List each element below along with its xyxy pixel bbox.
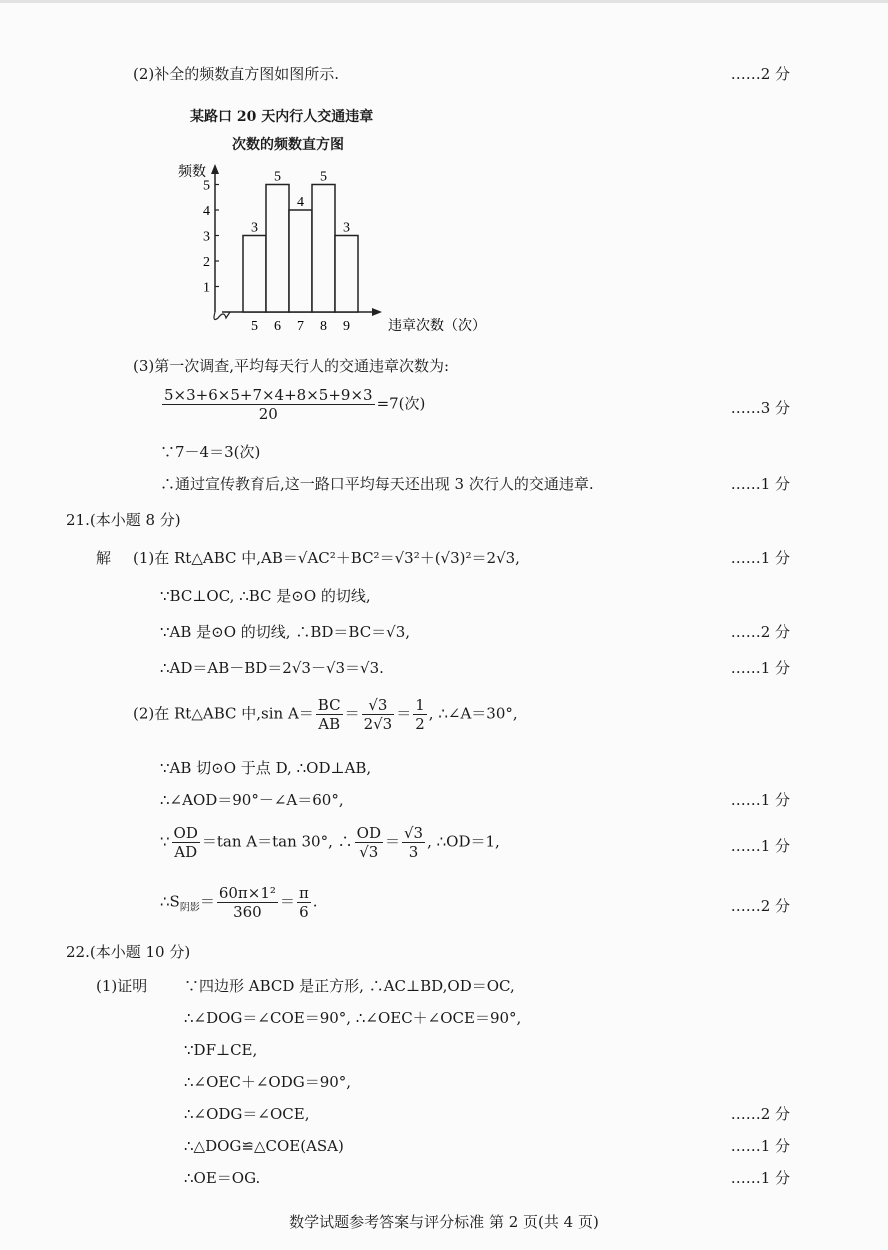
- q22-line7: ∴OE＝OG.: [184, 1169, 261, 1187]
- x-axis-label: 违章次数（次）: [388, 319, 486, 334]
- y-tick-label-3: 3: [203, 229, 210, 245]
- average-denominator: 20: [258, 405, 278, 423]
- y-axis-label: 频数: [178, 165, 206, 180]
- y-tick-label-5: 5: [203, 178, 210, 194]
- chart-title-line2: 次数的频数直方图: [232, 137, 344, 153]
- chart-title-line1: 某路口 20 天内行人交通违章: [190, 109, 374, 125]
- y-tick-label-2: 2: [203, 255, 210, 270]
- page-footer: 数学试题参考答案与评分标准 第 2 页(共 4 页): [289, 1213, 599, 1231]
- q21-line1-score: ……1 分: [730, 549, 790, 567]
- q22-line5: ∴∠ODG＝∠OCE,: [184, 1105, 310, 1123]
- q20-part3-score: ……3 分: [730, 399, 790, 417]
- histogram-bar-6: [266, 185, 289, 313]
- bar-value-label-5: 3: [251, 220, 258, 236]
- q20-conclusion-score: ……1 分: [730, 475, 790, 493]
- x-tick-label-8: 8: [320, 319, 327, 334]
- q21-solve-label: 解: [96, 549, 112, 567]
- bar-value-label-7: 4: [297, 195, 304, 210]
- x-tick-label-5: 5: [251, 319, 258, 334]
- q21-line6: ∵AB 切⊙O 于点 D, ∴OD⊥AB,: [160, 759, 372, 777]
- q20-conclusion: ∴通过宣传教育后,这一路口平均每天还出现 3 次行人的交通违章.: [160, 475, 594, 493]
- histogram-chart: [170, 158, 486, 338]
- q21-line8-score: ……1 分: [730, 837, 790, 855]
- q22-line7-score: ……1 分: [730, 1169, 790, 1187]
- q22-line4: ∴∠OEC＋∠ODG＝90°,: [184, 1073, 352, 1091]
- q21-line9-score: ……2 分: [730, 897, 790, 915]
- average-result: =7(次): [376, 394, 426, 413]
- axis-break-mark: [214, 312, 230, 320]
- y-tick-label-4: 4: [203, 204, 210, 219]
- q22-line3: ∵DF⊥CE,: [184, 1041, 258, 1059]
- q21-header: 21.(本小题 8 分): [66, 511, 181, 529]
- q21-line5: (2)在 Rt△ABC 中,sin A＝ $\frac{BC}{AB}$ ＝ $\frac{√3}{2√3}$ ＝ $\frac{1}{2}$ , ∴∠A＝30°,: [133, 696, 518, 733]
- bar-value-label-9: 3: [343, 220, 350, 236]
- y-tick-label-1: 1: [203, 280, 210, 296]
- q21-line3-score: ……2 分: [730, 623, 790, 641]
- histogram-bar-7: [289, 210, 312, 312]
- average-numerator: 5×3+6×5+7×4+8×5+9×3: [164, 386, 373, 404]
- q20-part2-score: ……2 分: [730, 65, 790, 83]
- q20-part2-text: (2)补全的频数直方图如图所示.: [133, 65, 340, 83]
- q20-because-line: ∵7－4＝3(次): [160, 443, 261, 461]
- bar-value-label-6: 5: [274, 169, 281, 185]
- q21-line7-score: ……1 分: [730, 791, 790, 809]
- y-axis-arrow: [211, 164, 219, 174]
- q22-line5-score: ……2 分: [730, 1105, 790, 1123]
- q22-line1: ∵四边形 ABCD 是正方形, ∴AC⊥BD,OD＝OC,: [184, 977, 515, 995]
- q21-line3: ∵AB 是⊙O 的切线, ∴BD＝BC＝√3,: [160, 623, 411, 641]
- q22-line6: ∴△DOG≌△COE(ASA): [184, 1137, 344, 1155]
- q21-line1: (1)在 Rt△ABC 中,AB＝√AC²＋BC²＝√3²＋(√3)²＝2√3,: [133, 549, 520, 567]
- q21-line4-score: ……1 分: [730, 659, 790, 677]
- x-tick-label-7: 7: [297, 319, 304, 334]
- q21-line7: ∴∠AOD＝90°－∠A＝60°,: [160, 791, 344, 809]
- q21-line9: $\therefore S_{阴影}=$ $\frac{\text{60π×1²}}{360}$ ＝ $\frac{\pi}{6}$ .: [160, 884, 318, 921]
- q21-line8: ∵ $\frac{OD}{AD}$ ＝tan A＝tan 30°, ∴ $\frac{OD}{√3}$ ＝ $\frac{√3}{3}$ , ∴OD＝1,: [160, 824, 500, 861]
- q22-header: 22.(本小题 10 分): [66, 943, 191, 961]
- page-top-edge: [0, 0, 888, 3]
- q22-line2: ∴∠DOG＝∠COE＝90°, ∴∠OEC＋∠OCE＝90°,: [184, 1009, 522, 1027]
- x-tick-label-9: 9: [343, 319, 350, 334]
- x-tick-label-6: 6: [274, 319, 281, 334]
- q20-part3-formula: [160, 386, 425, 423]
- histogram-bar-8: [312, 185, 335, 313]
- q21-line2: ∵BC⊥OC, ∴BC 是⊙O 的切线,: [160, 587, 371, 605]
- q22-proof-label: (1)证明: [96, 977, 148, 995]
- q21-line4: ∴AD＝AB－BD＝2√3－√3＝√3.: [160, 659, 384, 677]
- histogram-bar-5: [243, 236, 266, 313]
- average-fraction: [162, 386, 375, 423]
- histogram-bar-9: [335, 236, 358, 313]
- q22-line6-score: ……1 分: [730, 1137, 790, 1155]
- bar-value-label-8: 5: [320, 169, 327, 185]
- q20-part3-text: (3)第一次调查,平均每天行人的交通违章次数为:: [133, 357, 450, 375]
- x-axis-arrow: [372, 308, 382, 316]
